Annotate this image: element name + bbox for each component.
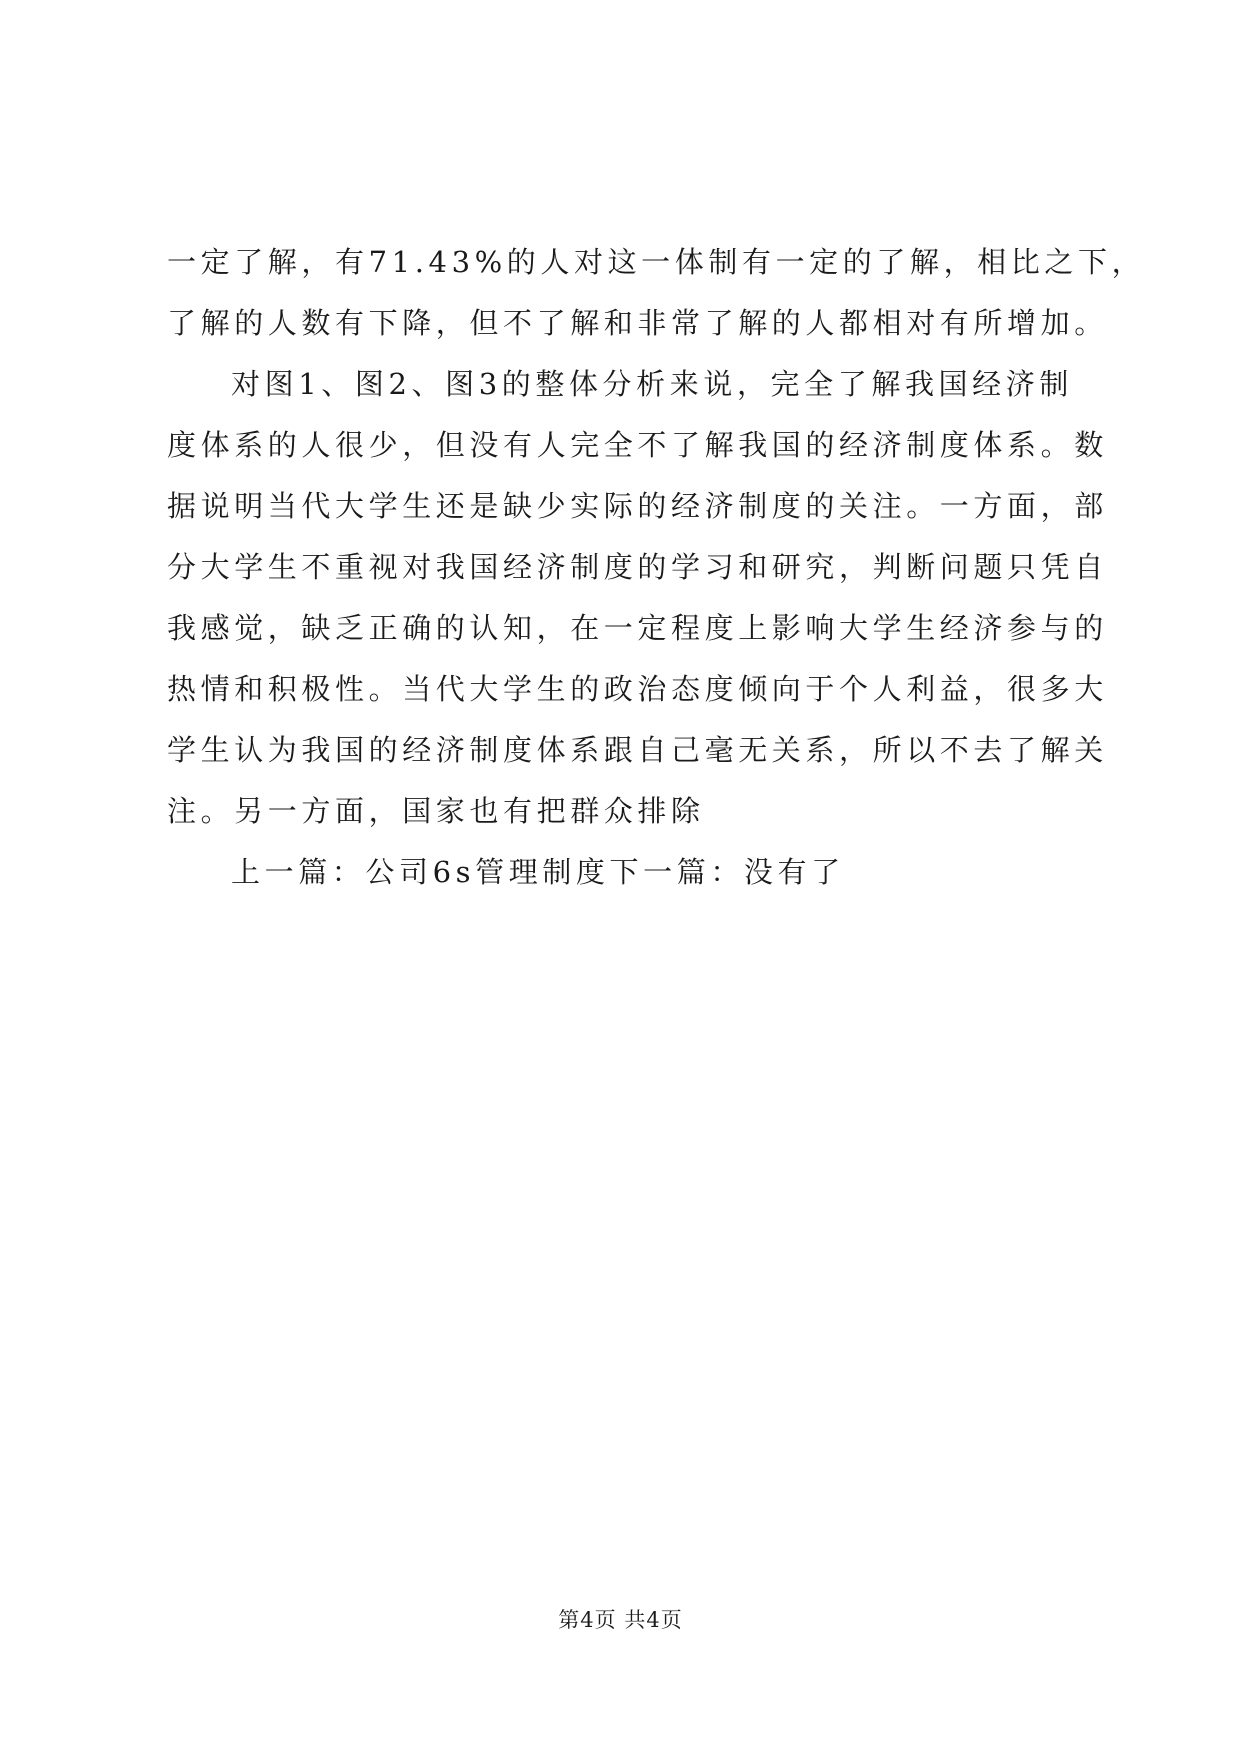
text-line: 分大学生不重视对我国经济制度的学习和研究，判断问题只凭自 [167, 550, 1108, 584]
body-text [167, 232, 1146, 903]
text-line: 度体系的人很少，但没有人完全不了解我国的经济制度体系。数 [167, 428, 1108, 462]
text-line: 热情和积极性。当代大学生的政治态度倾向于个人利益，很多大 [167, 672, 1108, 706]
prev-next-nav-line: 上一篇：公司6s管理制度下一篇：没有了 [231, 855, 845, 889]
text-line: 据说明当代大学生还是缺少实际的经济制度的关注。一方面，部 [167, 489, 1108, 523]
page-footer: 第4页 共4页 [558, 1608, 683, 1632]
text-line: 学生认为我国的经济制度体系跟自己毫无关系，所以不去了解关 [167, 733, 1108, 767]
text-line: 注。另一方面，国家也有把群众排除 [167, 794, 705, 828]
text-line: 一定了解，有71.43%的人对这一体制有一定的了解，相比之下， [167, 245, 1146, 279]
text-line: 对图1、图2、图3的整体分析来说，完全了解我国经济制 [231, 367, 1073, 401]
text-line: 了解的人数有下降，但不了解和非常了解的人都相对有所增加。 [167, 306, 1108, 340]
text-line: 我感觉，缺乏正确的认知，在一定程度上影响大学生经济参与的 [167, 611, 1108, 645]
